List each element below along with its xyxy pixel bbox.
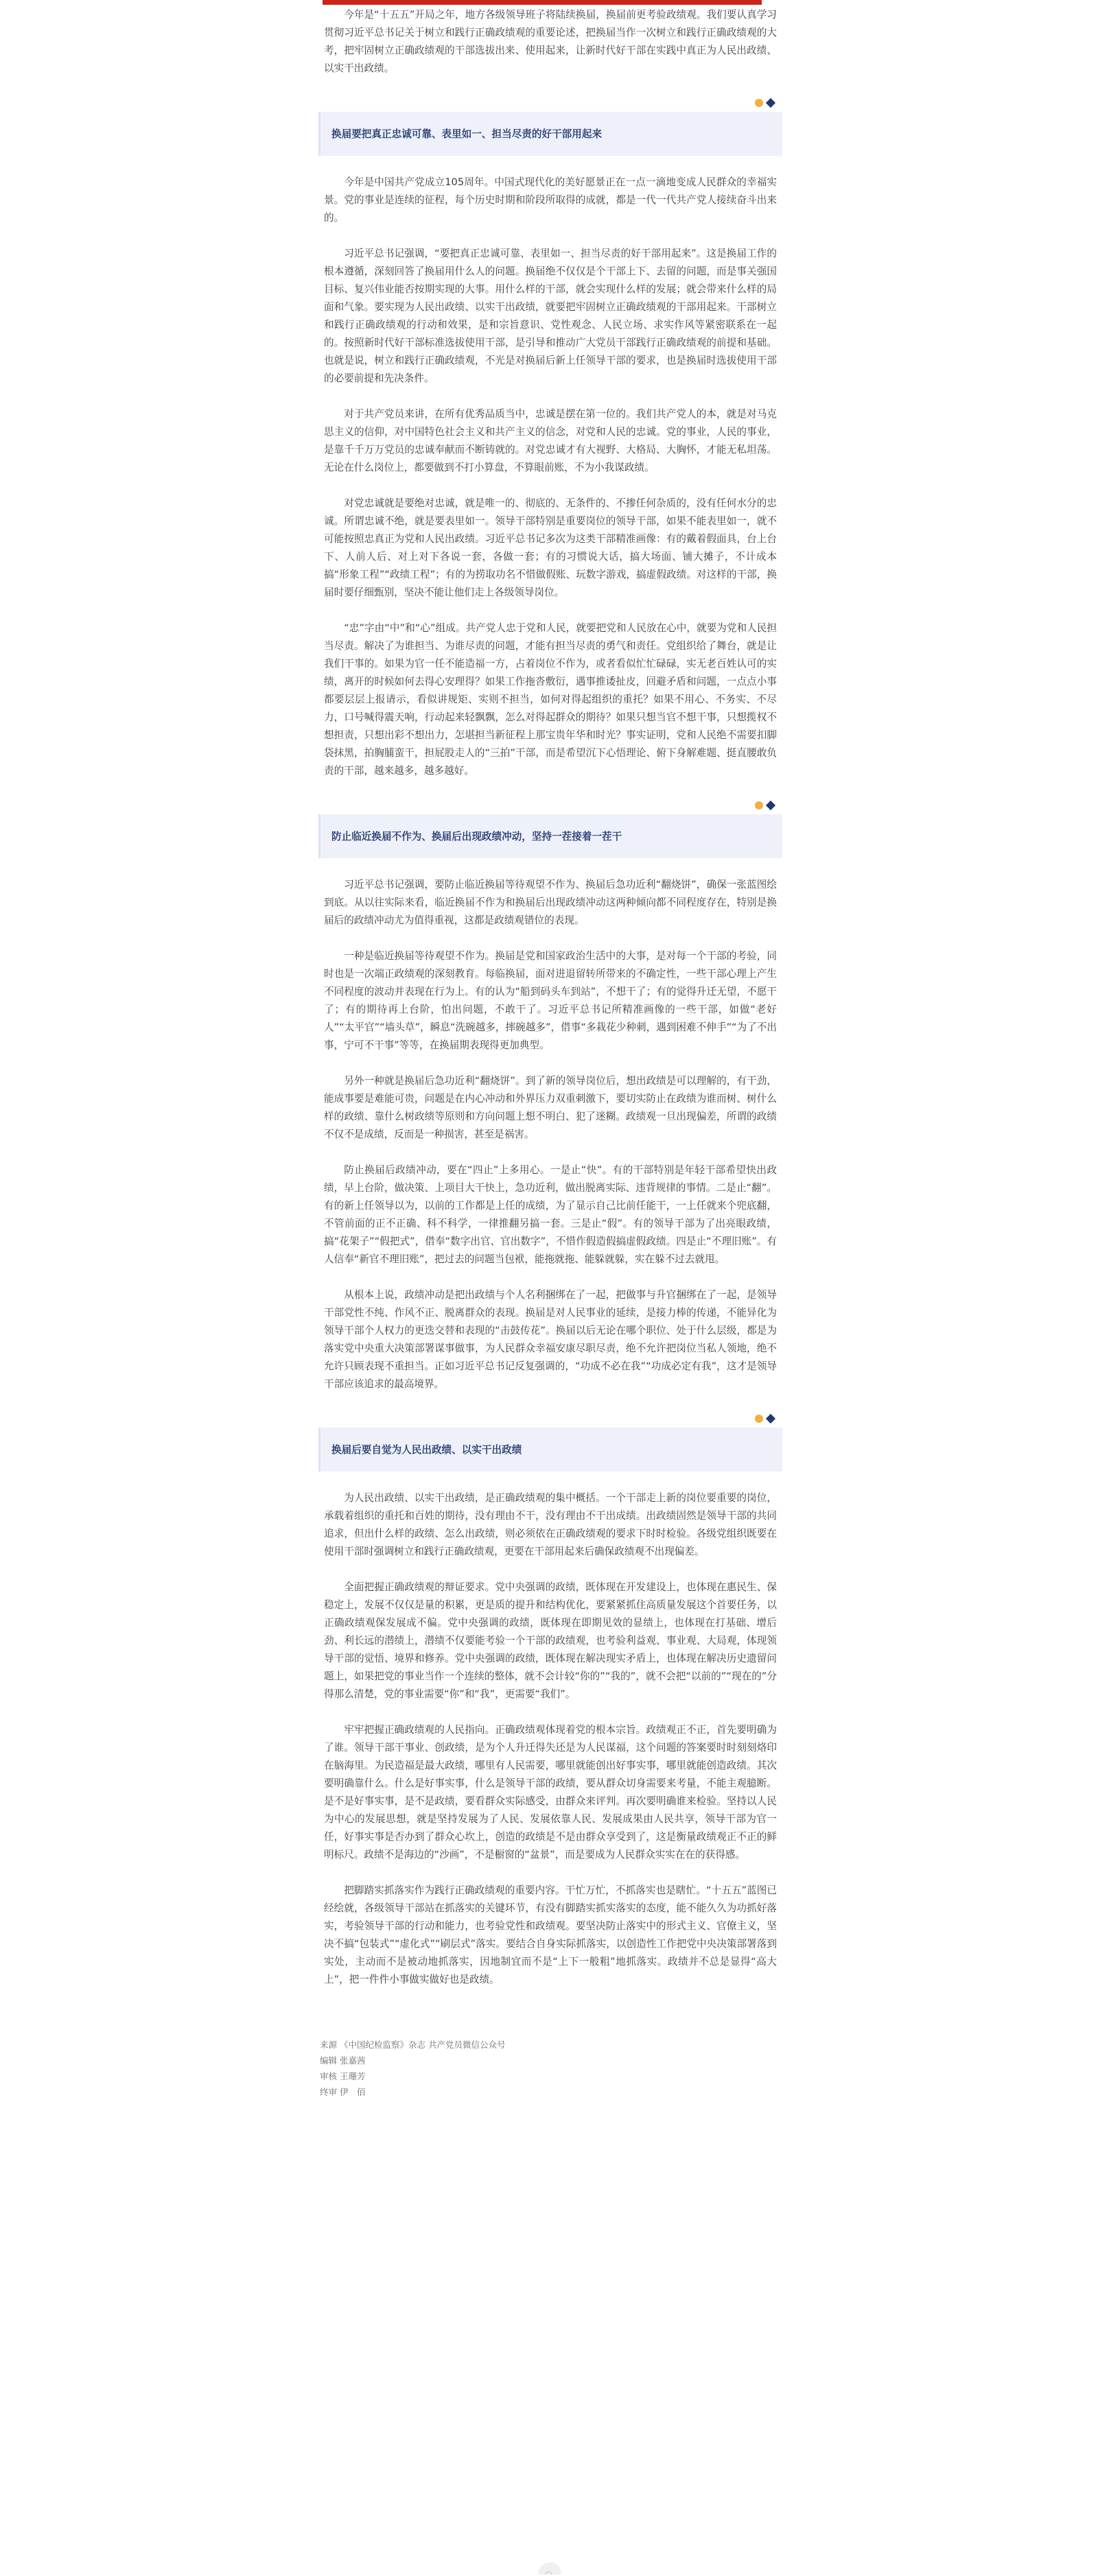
expand-more-button[interactable] xyxy=(538,2562,561,2575)
chevron-up-icon: ︿ xyxy=(545,2566,552,2575)
editor-line: 编辑 张嘉茜 xyxy=(320,2055,366,2066)
final-review-line: 终审 伊 佰 xyxy=(320,2087,366,2097)
section-heading-2: 防止临近换届不作为、换届后出现政绩冲动，坚持一茬接着一茬干 xyxy=(318,814,782,858)
navy-diamond-icon xyxy=(766,1414,775,1423)
paragraph: 为人民出政绩、以实干出政绩，是正确政绩观的集中概括。一个干部走上新的岗位要重要的岗位，承载着组织的重托和百姓的期待，没有理由不干，没有理由不干出成绩。出政绩固然是领导干部的共同追求，但出什么样的政绩、怎么出政绩，则必须依在正确政绩观的要求下时时检验。各级党组织既要在使用干部时强调树立和践行正确政绩观，更要在干部用起来后确保政绩观不出现偏差。 xyxy=(324,1492,777,1557)
paragraph: 另外一种就是换届后急功近利“翻烧饼”。到了新的领导岗位后，想出政绩是可以理解的，有干劲，能成事要是难能可贵，问题是在内心冲动和外界压力双重刺激下，要切实防止在政绩为谁而树、树什么样的政绩、靠什么树政绩等原则和方向问题上想不明白、犯了迷糊。政绩观一旦出现偏差，所谓的政绩不仅不是成绩，反而是一种损害，甚至是祸害。 xyxy=(324,1075,777,1140)
section-heading-1: 换届要把真正忠诚可靠、表里如一、担当尽责的好干部用起来 xyxy=(318,112,782,156)
article-body xyxy=(318,6,782,2100)
navy-diamond-icon xyxy=(766,801,775,810)
orange-dot-icon xyxy=(755,1415,763,1423)
paragraph: 牢牢把握正确政绩观的人民指向。正确政绩观体现着党的根本宗旨。政绩观正不正，首先要明确为了谁。领导干部干事业、创政绩，是为个人升迁得失还是为人民谋福，这个问题的答案要时时刻刻烙印在脑海里。为民造福是最大政绩，哪里有人民需要，哪里就能创出好事实事，哪里就能创造政绩。其次要明确靠什么。什么是好事实事，什么是领导干部的政绩，要从群众切身需要来考量，不能主观臆断。是不是好事实事，是不是政绩，要看群众实际感受，由群众来评判。再次要明确谁来检验。坚持以人民为中心的发展思想，就是坚持发展为了人民、发展依靠人民、发展成果由人民共享，领导干部为官一任，好事实事是否办到了群众心坎上，创造的政绩是不是由群众享受到了，这是衡量政绩观正不正的鲜明标尺。政绩不是海边的“沙画”，不是橱窗的“盆景”，而是要成为人民群众实实在在的获得感。 xyxy=(324,1724,777,1860)
orange-dot-icon xyxy=(755,99,763,107)
top-accent-bar xyxy=(323,0,762,5)
navy-diamond-icon xyxy=(766,98,775,108)
paragraph: 对于共产党员来讲，在所有优秀品质当中，忠诚是摆在第一位的。我们共产党人的本，就是对马克思主义的信仰，对中国特色社会主义和共产主义的信念，对党和人民的忠诚。党的事业，人民的事业，是靠千千万万党员的忠诚奉献而不断铸就的。对党忠诚才有大视野、大格局、大胸怀，才能无私坦荡。无论在什么岗位上，都要做到不打小算盘，不算眼前账，不为小我谋政绩。 xyxy=(324,408,777,473)
paragraph: 今年是“十五五”开局之年，地方各级领导班子将陆续换届，换届前更考验政绩观。我们要认真学习贯彻习近平总书记关于树立和践行正确政绩观的重要论述，把换届当作一次树立和践行正确政绩观的大考，把牢固树立正确政绩观的干部选拔出来、使用起来，让新时代好干部在实践中真正为人民出政绩、以实干出政绩。 xyxy=(324,9,777,74)
paragraph: 习近平总书记强调，“要把真正忠诚可靠、表里如一、担当尽责的好干部用起来”。这是换届工作的根本遵循，深刻回答了换届用什么人的问题。换届绝不仅仅是个干部上下、去留的问题，而是事关强国目标、复兴伟业能否按期实现的大事。用什么样的干部，就会实现什么样的发展；就会带来什么样的局面和气象。要实现为人民出政绩、以实干出政绩，就要把牢固树立正确政绩观的干部用起来。干部树立和践行正确政绩观的行动和效果，是和宗旨意识、党性观念、人民立场、求实作风等紧密联系在一起的。按照新时代好干部标准选拔使用干部，是引导和推动广大党员干部践行正确政绩观的前提和基础。也就是说，树立和践行正确政绩观，不光是对换届后新上任领导干部的要求，也是换届时选拔使用干部的必要前提和先决条件。 xyxy=(324,248,777,384)
paragraph: 把脚踏实抓落实作为践行正确政绩观的重要内容。干忙万忙，不抓落实也是瞎忙。“十五五”蓝图已经绘就，各级领导干部站在抓落实的关键环节，有没有脚踏实抓实落实的态度，能不能久久为功抓好落实，考验领导干部的行动和能力，也考验党性和政绩观。要坚决防止落实中的形式主义、官僚主义，坚决不搞“包装式”“虚化式”“刷层式”落实。要结合自身实际抓落实，以创造性工作把党中央决策部署落到实处，主动而不是被动地抓落实，因地制宜而不是“上下一般粗”地抓落实。政绩并不总是显得“高大上”，把一件件小事做实做好也是政绩。 xyxy=(324,1884,777,1985)
paragraph: 习近平总书记强调，要防止临近换届等待观望不作为、换届后急功近利“翻烧饼”，确保一张蓝图绘到底。从以往实际来看，临近换届不作为和换届后出现政绩冲动这两种倾向都不同程度存在，特别是换届后的政绩冲动尤为值得重视，这都是政绩观错位的表现。 xyxy=(324,879,777,926)
section-heading-3: 换届后要自觉为人民出政绩、以实干出政绩 xyxy=(318,1428,782,1472)
paragraph: 今年是中国共产党成立105周年。中国式现代化的美好愿景正在一点一滴地变成人民群众的幸福实景。党的事业是连续的征程，每个历史时期和阶段所取得的成就，都是一代一代共产党人接续奋斗出来的。 xyxy=(324,176,777,224)
paragraph: 全面把握正确政绩观的辩证要求。党中央强调的政绩，既体现在开发建设上，也体现在惠民生、保稳定上，发展不仅仅是量的积累，更是质的提升和结构优化，要紧紧抓住高质量发展这个首要任务，以正确政绩观保发展成不偏。党中央强调的政绩，既体现在即期见效的显绩上，也体现在打基础、增后劲、利长远的潜绩上，潜绩不仅要能考验一个干部的政绩观，也考验利益观、事业观、大局观，体现领导干部的觉悟、境界和修养。党中央强调的政绩，既体现在解决现实矛盾上，也体现在解决历史遗留问题上，如果把党的事业当作一个连续的整体，就不会计较“你的”“我的”，就不会把“以前的”“现在的”分得那么清楚，党的事业需要“你”和“我”，更需要“我们”。 xyxy=(324,1581,777,1700)
article-credits xyxy=(318,2037,782,2100)
source-line: 来源 《中国纪检监察》杂志 共产党员微信公众号 xyxy=(320,2040,506,2050)
paragraph: 一种是临近换届等待观望不作为。换届是党和国家政治生活中的大事，是对每一个干部的考验，同时也是一次端正政绩观的深刻教育。每临换届，面对进退留转所带来的不确定性，一些干部心理上产生不同程度的波动并表现在行为上。有的认为“船到码头车到站”，不想干了；有的觉得升迁无望，不愿干了；有的期待再上台阶，怕出问题，不敢干了。习近平总书记所精准画像的一些干部，如做“老好人”“太平官”“墙头草”，瞬息“洗碗越多，摔碗越多”，借事“多栽花少种刺，遇到困难不伸手”“为了不出事，宁可不干事”等等，在换届期表现得更加典型。 xyxy=(324,950,777,1051)
reviewer-line: 审核 王珊芳 xyxy=(320,2071,366,2081)
paragraph: “忠”字由“中”和“心”组成。共产党人忠于党和人民，就要把党和人民放在心中，就要为党和人民担当尽责。解决了为谁担当、为谁尽责的问题，才能有担当尽责的勇气和责任。党组织给了舞台，就是让我们干事的。如果为官一任不能造福一方，占着岗位不作为，或者看似忙忙碌碌，实无老百姓认可的实绩，离开的时候如何去得心安理得？如果工作拖沓敷衍，遇事推诿扯皮，回避矛盾和问题，一点点小事都要层层上报请示，看似讲规矩、实则不担当，如何对得起组织的重托？如果不用心、不务实、不尽力，口号喊得震天响，行动起来轻飘飘，怎么对得起群众的期待？如果只想当官不想干事，只想揽权不想担责，只想出彩不想出力，怎堪担当新征程上那宝贵年华和时光？事实证明，党和人民绝不需要扣脚袋抹黑，拍胸脯蛮干，担屁股走人的“三拍”干部，而是希望沉下心悟理论、俯下身解难题、挺直腰敢负责的干部，越来越多，越多越好。 xyxy=(324,622,777,777)
section-ornament xyxy=(318,98,782,108)
paragraph: 对党忠诚就是要绝对忠诚，就是唯一的、彻底的、无条件的、不掺任何杂质的，没有任何水分的忠诚。所谓忠诚不绝，就是要表里如一。领导干部特别是重要岗位的领导干部，如果不能表里如一，就不可能按照忠真正为党和人民出政绩。习近平总书记多次为这类干部精准画像：有的戴着假面具，台上台下、人前人后、对上对下各说一套，各做一套；有的习惯说大话，搞大场面、铺大摊子，不计成本搞“形象工程”“政绩工程”；有的为捞取功名不惜做假账、玩数字游戏，搞虚假政绩。对这样的干部，换届时要仔细甄别，坚决不能让他们走上各级领导岗位。 xyxy=(324,497,777,598)
orange-dot-icon xyxy=(755,801,763,810)
paragraph: 从根本上说，政绩冲动是把出政绩与个人名利捆绑在了一起，把做事与升官捆绑在了一起，是领导干部党性不纯、作风不正、脱离群众的表现。换届是对人民事业的延续，是接力棒的传递，不能异化为领导干部个人权力的更迭交替和表现的“击鼓传花”。换届以后无论在哪个职位、处于什么层级，都是为落实党中央重大决策部署谋事做事，为人民群众幸福安康尽职尽责，绝不允许把岗位当私人领地，绝不允许只顾表现不重担当。正如习近平总书记反复强调的，“功成不必在我”“功成必定有我”，这才是领导干部应该追求的最高境界。 xyxy=(324,1289,777,1390)
section-ornament xyxy=(318,1414,782,1423)
paragraph: 防止换届后政绩冲动，要在“四止”上多用心。一是止“快”。有的干部特别是年轻干部希望快出政绩，早上台阶，做决策、上项目大干快上，急功近利，做出脱离实际、违背规律的事情。二是止“翻”。有的新上任领导以为，以前的工作都是上任的成绩，为了显示自己比前任能干，一上任就来个兜底翻，不管前面的正不正确、科不科学，一律推翻另搞一套。三是止“假”。有的领导干部为了出亮眼政绩，搞“花架子”“假把式”，借奉“数字出官、官出数字”，不惜作假造假搞虚假政绩。四是止“不理旧账”。有人信奉“新官不理旧账”，把过去的问题当包袱，能拖就拖、能躲就躲，实在躲不过去就甩。 xyxy=(324,1164,777,1265)
section-ornament xyxy=(318,801,782,810)
